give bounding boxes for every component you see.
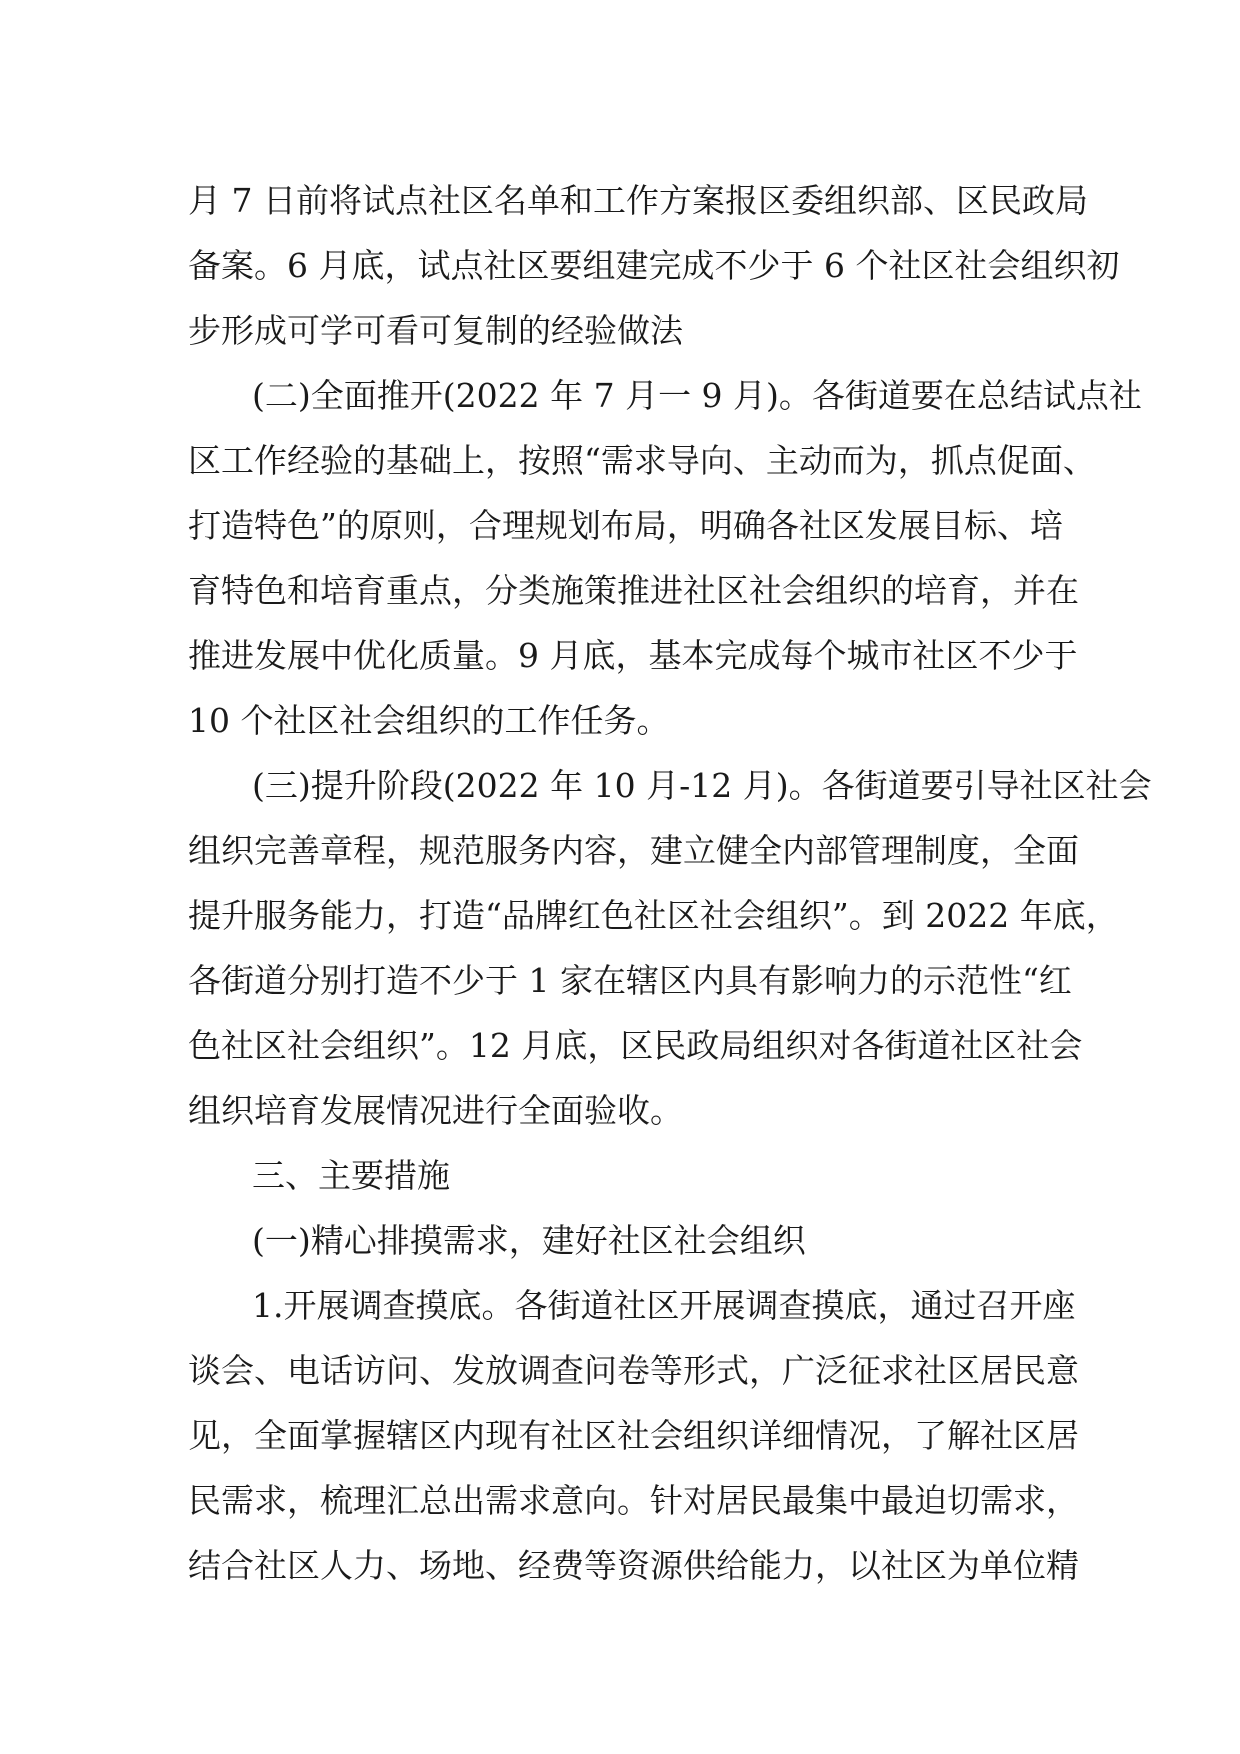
text-line: 结合社区人力、场地、经费等资源供给能力，以社区为单位精 [188, 1546, 1079, 1585]
text-line: 色社区社会组织”。12 月底，区民政局组织对各街道社区社会 [188, 1026, 1083, 1065]
subsection-heading: (一)精心排摸需求，建好社区社会组织 [252, 1221, 806, 1260]
text-line: 1.开展调查摸底。各街道社区开展调查摸底，通过召开座 [252, 1286, 1076, 1325]
text-line: 区工作经验的基础上，按照“需求导向、主动而为，抓点促面、 [188, 441, 1096, 480]
document-body [188, 168, 1152, 1598]
text-line: 谈会、电话访问、发放调查问卷等形式，广泛征求社区居民意 [188, 1351, 1079, 1390]
text-line: 备案。6 月底，试点社区要组建完成不少于 6 个社区社会组织初 [188, 246, 1120, 285]
text-line: 育特色和培育重点，分类施策推进社区社会组织的培育，并在 [188, 571, 1079, 610]
text-line: 提升服务能力，打造“品牌红色社区社会组织”。到 2022 年底， [188, 896, 1119, 935]
text-line: 见，全面掌握辖区内现有社区社会组织详细情况，了解社区居 [188, 1416, 1079, 1455]
text-line: 各街道分别打造不少于 1 家在辖区内具有影响力的示范性“红 [188, 961, 1072, 1000]
text-line: (二)全面推开(2022 年 7 月一 9 月)。各街道要在总结试点社 [252, 376, 1142, 415]
text-line: 组织培育发展情况进行全面验收。 [188, 1091, 683, 1130]
text-line: 10 个社区社会组织的工作任务。 [188, 701, 670, 740]
text-line: (三)提升阶段(2022 年 10 月-12 月)。各街道要引导社区社会 [252, 766, 1152, 805]
text-line: 民需求，梳理汇总出需求意向。针对居民最集中最迫切需求， [188, 1481, 1079, 1520]
text-line: 组织完善章程，规范服务内容，建立健全内部管理制度，全面 [188, 831, 1079, 870]
text-line: 打造特色”的原则，合理规划布局，明确各社区发展目标、培 [188, 506, 1063, 545]
text-line: 步形成可学可看可复制的经验做法 [188, 311, 683, 350]
text-line: 月 7 日前将试点社区名单和工作方案报区委组织部、区民政局 [188, 181, 1088, 220]
text-line: 推进发展中优化质量。9 月底，基本完成每个城市社区不少于 [188, 636, 1078, 675]
section-heading: 三、主要措施 [252, 1156, 450, 1195]
